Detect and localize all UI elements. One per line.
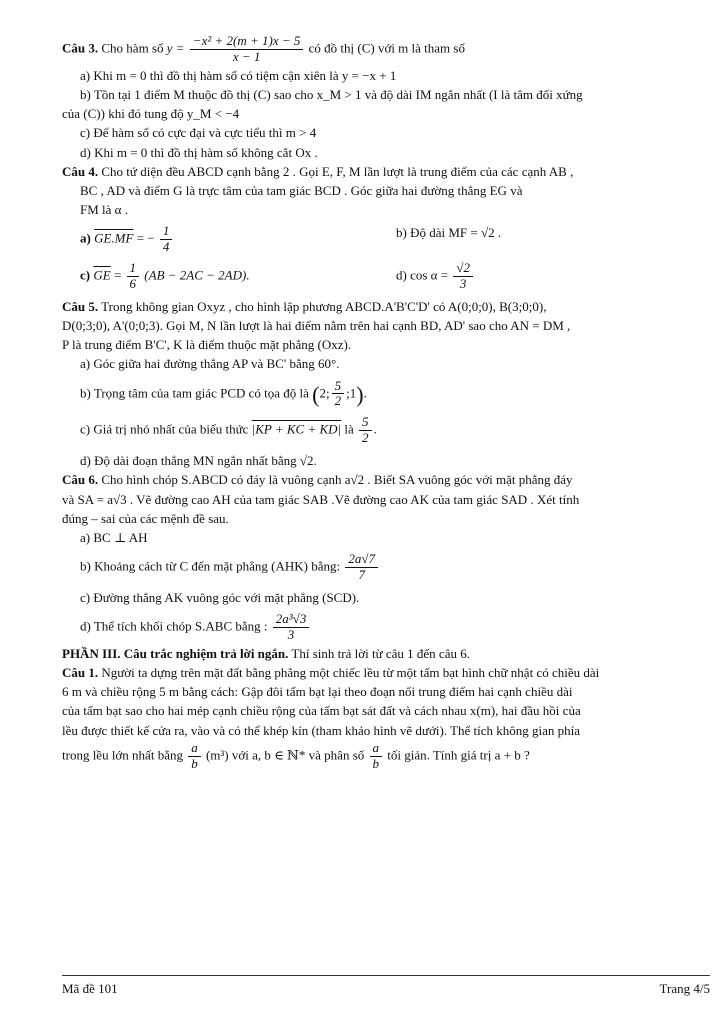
q5-stem-line3: P là trung điểm B'C', K là điểm thuộc mặt phẳng (Oxz).	[62, 337, 352, 353]
q5-option-a: a) Góc giữa hai đường thẳng AP và BC' bằng 60°.	[80, 356, 340, 372]
q3-func-numerator: −x² + 2(m + 1)x − 5	[190, 34, 304, 50]
footer-page-number: Trang 4/5	[659, 981, 710, 996]
q5-b-close-paren: )	[356, 381, 364, 407]
q6-b-fraction	[345, 552, 378, 583]
q6-b-num: 2a√7	[345, 552, 378, 568]
q6-option-d	[62, 612, 712, 643]
q3-option-d: d) Khi m = 0 thì đồ thị hàm số không cắt Ox .	[80, 144, 318, 160]
q4-c-body: (AB − 2AC − 2AD).	[144, 267, 250, 283]
q5-line1: Trong không gian Oxyz , cho hình lập phương ABCD.A'B'C'D' có A(0;0;0), B(3;0;0),	[101, 298, 547, 314]
q5-b-den: 2	[334, 393, 342, 409]
q4-c-den: 6	[129, 275, 137, 291]
q5-c-den: 2	[362, 430, 369, 446]
q4-c-fraction	[127, 261, 140, 292]
p3q1-line5-pre: trong lều lớn nhất bằng	[62, 747, 183, 763]
q5-b-open-paren: (	[312, 381, 320, 407]
p3q1-line1	[62, 664, 712, 681]
q4-stem-line2: BC , AD và điểm G là trực tâm của tam giác BCD . Góc giữa hai đường thẳng EG và	[80, 182, 523, 198]
q6-option-c: c) Đường thẳng AK vuông góc với mặt phẳng (SCD).	[80, 589, 360, 605]
q3-label: Câu 3.	[62, 40, 99, 56]
q4-c-equals: =	[113, 267, 122, 283]
part3-heading-line	[62, 645, 712, 662]
q3-func-fraction	[190, 34, 304, 65]
q5-b-prefix: b) Trọng tâm của tam giác PCD có tọa độ là	[80, 384, 309, 400]
q3-option-a: a) Khi m = 0 thì đồ thị hàm số có tiệm cận xiên là y = −x + 1	[80, 67, 397, 83]
q5-b-coord-a: 2;	[319, 384, 330, 400]
q4-a-vector: GE.MF	[94, 230, 134, 246]
q5-c-prefix: c) Giá trị nhỏ nhất của biểu thức	[80, 421, 249, 437]
p3q1-line5-mid: (m³) với a, b ∈ ℕ* và phân số	[205, 747, 365, 763]
q3-option-b-line2: của (C)) khi đó tung độ y_M < −4	[62, 106, 240, 122]
q3-func-lhs: y =	[166, 40, 185, 56]
q3-option-c: c) Để hàm số có cực đại và cực tiểu thì m > 4	[80, 125, 317, 141]
q4-row-ab	[62, 224, 712, 255]
q4-d-num: √2	[453, 261, 473, 277]
q5-b-fraction	[332, 379, 345, 410]
p3q1-frac1-den: b	[191, 755, 198, 771]
q6-d-fraction	[273, 612, 310, 643]
q4-label: Câu 4.	[62, 163, 99, 179]
q4-line1: Cho tứ diện đều ABCD cạnh bằng 2 . Gọi E, F, M lần lượt là trung điểm của các cạnh AB ,	[101, 163, 574, 179]
q4-d-prefix: d) cos α =	[396, 267, 449, 283]
q4-option-c	[80, 261, 396, 292]
p3q1-label: Câu 1.	[62, 665, 99, 681]
q5-stem-line1	[62, 298, 712, 315]
q5-c-fraction	[359, 415, 372, 446]
footer-divider	[62, 975, 710, 976]
q4-d-fraction	[453, 261, 473, 292]
q3-func-denominator: x − 1	[232, 48, 261, 64]
q5-c-num: 5	[359, 415, 372, 431]
p3q1-line5	[62, 741, 712, 772]
q6-stem-line2: và SA = a√3 . Vẽ đường cao AH của tam giác SAB .Vẽ đường cao AK của tam giác SAD . Xét tính	[62, 491, 580, 507]
q4-c-prefix: c)	[80, 267, 91, 283]
p3q1-frac1	[188, 741, 201, 772]
q4-option-d	[396, 261, 712, 292]
p3q1-line1-text: Người ta dựng trên mặt đất bằng phẳng một chiếc lều từ một tấm bạt hình chữ nhật có chiều dài	[101, 665, 600, 681]
q6-stem-line3: đúng – sai của các mệnh đề sau.	[62, 510, 229, 526]
q4-a-fraction	[160, 224, 173, 255]
q6-label: Câu 6.	[62, 472, 99, 488]
p3q1-line5-post: tối giản. Tính giá trị a + b ?	[387, 747, 530, 763]
q4-d-den: 3	[459, 275, 467, 291]
q4-a-num: 1	[160, 224, 173, 240]
exam-page	[62, 34, 712, 774]
q5-option-c: c) Giá trị nhỏ nhất của biểu thức |KP + KC + KD| là $\frac{5}{2}$ .	[80, 414, 377, 446]
q4-row-cd	[62, 261, 712, 292]
q6-option-b	[62, 552, 712, 583]
p3q1-frac2-den: b	[372, 755, 379, 771]
q6-stem-line1	[62, 471, 712, 488]
q6-b-den: 7	[358, 566, 365, 582]
p3q1-line2: 6 m và chiều rộng 5 m bằng cách: Gập đôi tấm bạt lại theo đoạn nối trung điểm hai cạnh chiều dài	[62, 684, 573, 700]
p3q1-line4: lều được thiết kế cửa ra, vào và có thể khép kín (tham khảo hình vẽ dưới). Thể tích không gian phía	[62, 722, 581, 738]
q5-b-num: 5	[332, 379, 345, 395]
q6-d-prefix: d) Thể tích khối chóp S.ABC bằng :	[80, 618, 268, 634]
p3q1-frac2-num: a	[370, 741, 383, 757]
q4-a-den: 4	[162, 239, 170, 255]
q3-stem-pre: Cho hàm số	[101, 40, 164, 56]
q5-option-d: d) Độ dài đoạn thẳng MN ngắn nhất bằng √2.	[80, 453, 317, 469]
q5-c-mid: là	[344, 421, 354, 437]
p3q1-frac2	[370, 741, 383, 772]
q5-option-b: b) Trọng tâm của tam giác PCD có tọa độ là (2; $\frac{5}{2}$ ;1).	[80, 377, 367, 409]
part3-heading-rest: Thí sinh trả lời từ câu 1 đến câu 6.	[288, 645, 470, 661]
q6-line1: Cho hình chóp S.ABCD có đáy là vuông cạnh a√2 . Biết SA vuông góc với mặt phẳng đáy	[101, 472, 573, 488]
p3q1-line3: của tấm bạt sao cho hai mép cạnh chiều rộng của tấm bạt sát đất và cách nhau x(m), hai đầu hồi của	[62, 703, 581, 719]
q5-label: Câu 5.	[62, 298, 99, 314]
q6-option-a: a) BC ⊥ AH	[80, 529, 148, 545]
q4-a-prefix: a)	[80, 230, 91, 246]
q3-option-b-line1: b) Tồn tại 1 điểm M thuộc đồ thị (C) sao cho x_M > 1 và độ dài IM ngắn nhất (I là tâm đối xứng	[80, 87, 583, 103]
q4-option-b: b) Độ dài MF = √2 .	[396, 225, 502, 241]
q3-stem-post: có đồ thị (C) với m là tham số	[308, 40, 465, 56]
q4-c-num: 1	[127, 261, 140, 277]
q6-b-prefix: b) Khoảng cách từ C đến mặt phẳng (AHK) bằng:	[80, 558, 341, 574]
q5-c-expr: |KP + KC + KD|	[251, 421, 342, 437]
q6-d-den: 3	[287, 627, 295, 642]
q4-stem-line1	[62, 163, 712, 180]
q4-stem-line3: FM là α .	[80, 201, 128, 217]
q5-b-coord-b: ;1	[346, 384, 357, 400]
q4-a-equals: = −	[136, 230, 155, 246]
q4-c-lhs: $\overline{GE}$	[93, 267, 111, 283]
q6-d-num: 2a³√3	[273, 612, 310, 628]
q3-stem	[62, 34, 712, 65]
p3q1-frac1-num: a	[188, 741, 201, 757]
q4-option-a	[80, 224, 396, 255]
footer-exam-code: Mã đề 101	[62, 981, 118, 996]
part3-heading: PHẦN III. Câu trắc nghiệm trả lời ngắn.	[62, 645, 289, 661]
q5-stem-line2: D(0;3;0), A'(0;0;3). Gọi M, N lần lượt là hai điểm nằm trên hai cạnh BD, AD' sao cho AN = DM ,	[62, 318, 571, 334]
